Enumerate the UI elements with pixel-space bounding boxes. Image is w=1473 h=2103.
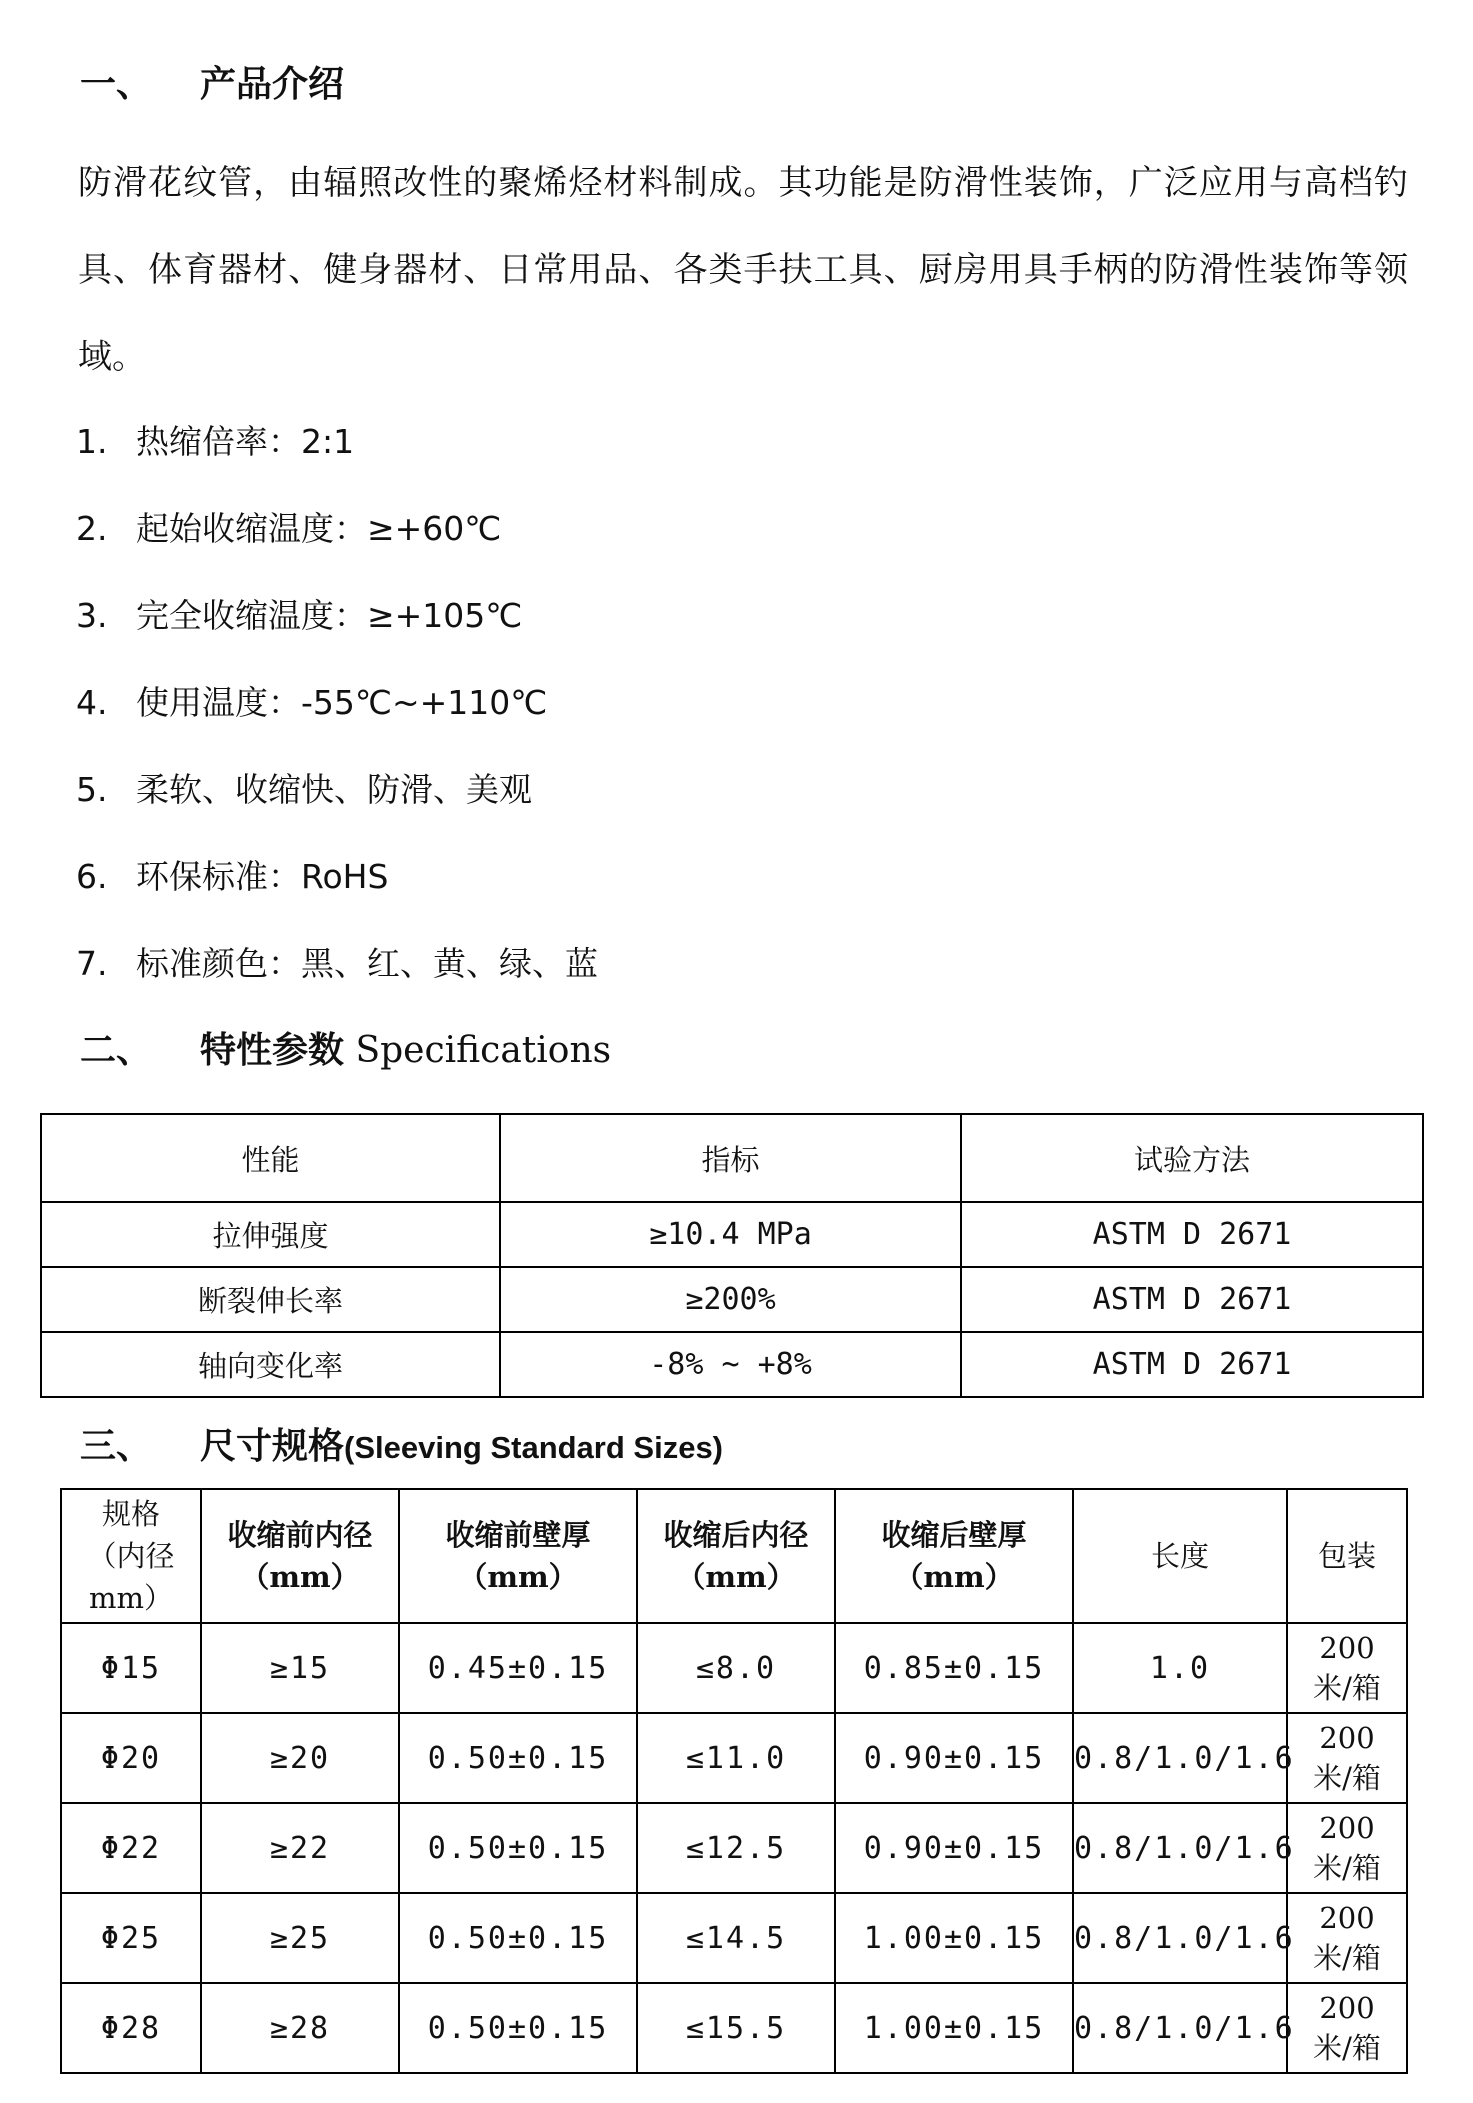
table-header — [835, 1489, 1073, 1623]
table-cell: ≥22 — [201, 1803, 399, 1893]
table-cell: ≤11.0 — [637, 1713, 835, 1803]
pack-qty: 200 — [1319, 1631, 1375, 1665]
header-line: （内径 — [87, 1539, 175, 1573]
section3-number: 三、 — [80, 1425, 153, 1467]
table-cell: ≥15 — [201, 1623, 399, 1713]
table-cell: ASTM D 2671 — [961, 1332, 1423, 1397]
feature-number: 4. — [76, 683, 108, 722]
table-header: 指标 — [500, 1114, 961, 1202]
table-cell: 轴向变化率 — [41, 1332, 500, 1397]
table-cell: Φ15 — [61, 1623, 201, 1713]
table-cell: 0.8/1.0/1.6 — [1073, 1893, 1287, 1983]
pack-unit: 米/箱 — [1313, 1941, 1381, 1975]
table-row — [61, 1893, 1407, 1983]
table-cell: 1.00±0.15 — [835, 1983, 1073, 2073]
section3-heading — [80, 1424, 723, 1470]
table-header: 长度 — [1073, 1489, 1287, 1623]
section1-heading — [80, 62, 344, 106]
pack-qty: 200 — [1319, 1811, 1375, 1845]
pack-qty: 200 — [1319, 1721, 1375, 1755]
feature-item — [76, 768, 532, 812]
table-cell: Φ25 — [61, 1893, 201, 1983]
table-header-row — [41, 1114, 1423, 1202]
feature-text: 使用温度：-55℃~+110℃ — [136, 683, 548, 722]
intro-paragraph: 防滑花纹管，由辐照改性的聚烯烃材料制成。其功能是防滑性装饰，广泛应用与高档钓具、体育器材、健身器材、日常用品、各类手扶工具、厨房用具手柄的防滑性装饰等领域。 — [78, 163, 1408, 377]
header-line: 收缩前壁厚 — [445, 1518, 591, 1552]
table-cell — [1287, 1893, 1407, 1983]
feature-text: 环保标准：RoHS — [136, 857, 389, 896]
table-cell: ≥28 — [201, 1983, 399, 2073]
table-cell: 0.50±0.15 — [399, 1803, 637, 1893]
table-cell: 0.85±0.15 — [835, 1623, 1073, 1713]
table-cell: ≤15.5 — [637, 1983, 835, 2073]
table-cell: Φ20 — [61, 1713, 201, 1803]
table-cell: Φ28 — [61, 1983, 201, 2073]
table-cell: ≥10.4 MPa — [500, 1202, 961, 1267]
table-header — [637, 1489, 835, 1623]
header-line: 收缩后壁厚 — [881, 1518, 1027, 1552]
table-row — [61, 1803, 1407, 1893]
table-cell: ≤12.5 — [637, 1803, 835, 1893]
table-cell: 0.8/1.0/1.6 — [1073, 1713, 1287, 1803]
feature-text: 标准颜色：黑、红、黄、绿、蓝 — [136, 944, 598, 983]
pack-qty: 200 — [1319, 1991, 1375, 2025]
section1-title: 产品介绍 — [200, 63, 345, 105]
table-cell: ≥200% — [500, 1267, 961, 1332]
table-cell: 0.90±0.15 — [835, 1713, 1073, 1803]
feature-number: 5. — [76, 770, 108, 809]
feature-text: 完全收缩温度：≥+105℃ — [136, 596, 523, 635]
table-cell: 0.50±0.15 — [399, 1983, 637, 2073]
feature-item — [76, 420, 354, 464]
table-row — [61, 1983, 1407, 2073]
spec-table — [40, 1113, 1424, 1398]
table-header — [201, 1489, 399, 1623]
table-header: 性能 — [41, 1114, 500, 1202]
section2-title-en: Specifications — [355, 1030, 612, 1071]
section2-number: 二、 — [80, 1029, 153, 1071]
table-cell: ≥25 — [201, 1893, 399, 1983]
header-line: （mm） — [894, 1560, 1014, 1594]
table-cell: 1.0 — [1073, 1623, 1287, 1713]
table-cell — [1287, 1623, 1407, 1713]
table-cell: ASTM D 2671 — [961, 1267, 1423, 1332]
table-cell — [1287, 1713, 1407, 1803]
feature-item — [76, 507, 501, 551]
table-cell: 0.50±0.15 — [399, 1713, 637, 1803]
section2-title: 特性参数 — [200, 1029, 345, 1071]
table-header — [61, 1489, 201, 1623]
feature-item — [76, 594, 522, 638]
table-cell: 0.50±0.15 — [399, 1893, 637, 1983]
section3-title: 尺寸规格 — [200, 1425, 345, 1467]
table-cell: 拉伸强度 — [41, 1202, 500, 1267]
pack-unit: 米/箱 — [1313, 1761, 1381, 1795]
header-line: 规格 — [101, 1497, 160, 1531]
table-row — [41, 1267, 1423, 1332]
table-cell: ≤8.0 — [637, 1623, 835, 1713]
header-line: （mm） — [240, 1560, 360, 1594]
table-cell: 0.8/1.0/1.6 — [1073, 1803, 1287, 1893]
pack-qty: 200 — [1319, 1901, 1375, 1935]
feature-item — [76, 681, 547, 725]
section2-heading — [80, 1028, 611, 1073]
table-header: 包装 — [1287, 1489, 1407, 1623]
table-row — [61, 1713, 1407, 1803]
pack-unit: 米/箱 — [1313, 1671, 1381, 1705]
table-row — [41, 1202, 1423, 1267]
header-line: 收缩前内径 — [227, 1518, 373, 1552]
feature-number: 1. — [76, 422, 108, 461]
table-row — [41, 1332, 1423, 1397]
feature-number: 3. — [76, 596, 108, 635]
table-cell — [1287, 1983, 1407, 2073]
table-cell: ASTM D 2671 — [961, 1202, 1423, 1267]
feature-number: 6. — [76, 857, 108, 896]
header-line: （mm） — [458, 1560, 578, 1594]
feature-number: 2. — [76, 509, 108, 548]
feature-number: 7. — [76, 944, 108, 983]
feature-text: 热缩倍率：2:1 — [136, 422, 355, 461]
table-cell: 1.00±0.15 — [835, 1893, 1073, 1983]
table-row — [61, 1623, 1407, 1713]
size-table — [60, 1488, 1408, 2074]
table-header-row — [61, 1489, 1407, 1623]
table-cell: -8% ~ +8% — [500, 1332, 961, 1397]
pack-unit: 米/箱 — [1313, 2031, 1381, 2065]
table-cell: 0.8/1.0/1.6 — [1073, 1983, 1287, 2073]
header-line: 收缩后内径 — [663, 1518, 809, 1552]
feature-text: 柔软、收缩快、防滑、美观 — [136, 770, 532, 809]
table-header — [399, 1489, 637, 1623]
table-cell — [1287, 1803, 1407, 1893]
feature-item — [76, 942, 598, 986]
header-line: mm） — [89, 1581, 173, 1615]
header-line: （mm） — [676, 1560, 796, 1594]
pack-unit: 米/箱 — [1313, 1851, 1381, 1885]
table-cell: ≥20 — [201, 1713, 399, 1803]
table-cell: ≤14.5 — [637, 1893, 835, 1983]
section3-title-en: (Sleeving Standard Sizes) — [344, 1430, 724, 1465]
table-header: 试验方法 — [961, 1114, 1423, 1202]
feature-item — [76, 855, 388, 899]
section1-number: 一、 — [80, 63, 153, 105]
table-cell: 0.90±0.15 — [835, 1803, 1073, 1893]
table-cell: Φ22 — [61, 1803, 201, 1893]
table-cell: 0.45±0.15 — [399, 1623, 637, 1713]
feature-text: 起始收缩温度：≥+60℃ — [136, 509, 502, 548]
table-cell: 断裂伸长率 — [41, 1267, 500, 1332]
